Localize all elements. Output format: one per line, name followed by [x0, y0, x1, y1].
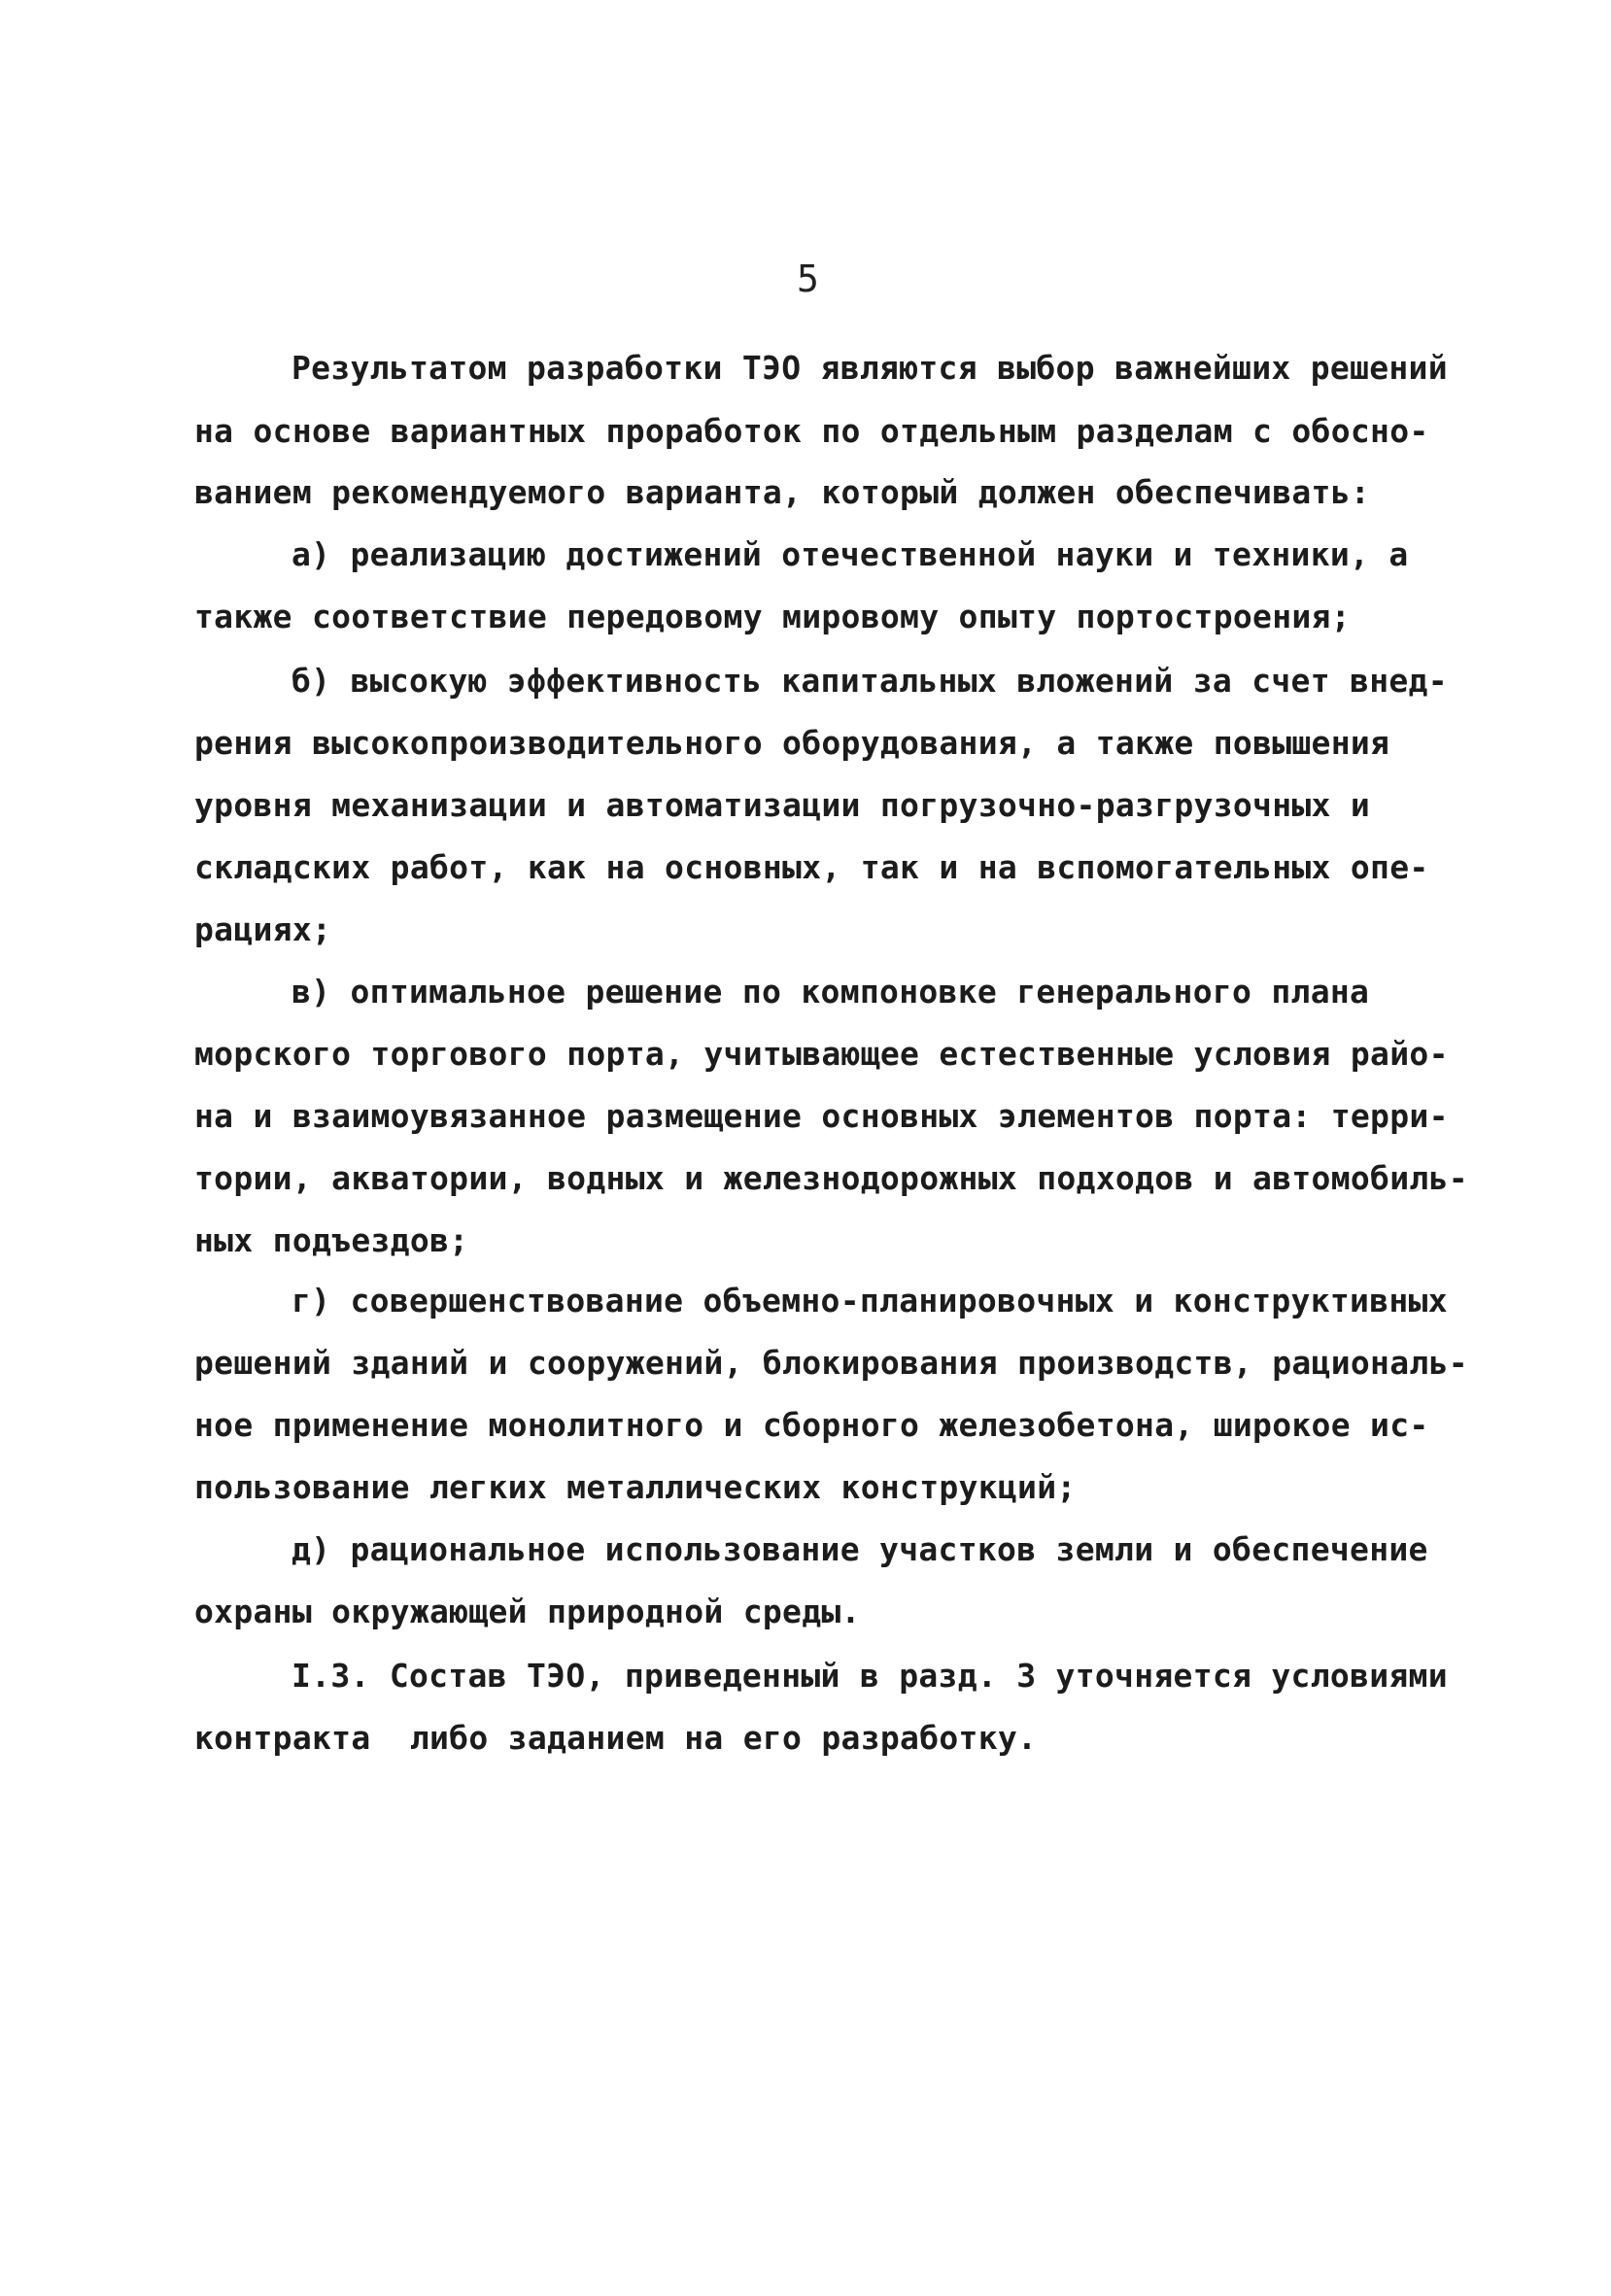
text-line: д) рациональное использование участков земли и обеспечение	[291, 1530, 1428, 1568]
text-line: I.3. Состав ТЭО, приведенный в разд. 3 уточняется условиями	[291, 1657, 1448, 1695]
text-line: контракта либо заданием на его разработку.	[194, 1719, 1038, 1757]
text-line: ных подъездов;	[194, 1221, 469, 1259]
text-line: пользование легких металлических конструкций;	[194, 1468, 1077, 1506]
text-line: морского торгового порта, учитывающее естественные условия райо-	[194, 1035, 1449, 1073]
text-line: ное применение монолитного и сборного железобетона, широкое ис-	[194, 1406, 1429, 1444]
text-line: г) совершенствование объемно-планировочных и конструктивных	[291, 1282, 1448, 1319]
text-line: складских работ, как на основных, так и на вспомогательных опе-	[194, 848, 1429, 886]
text-line: на основе вариантных проработок по отдельным разделам с обосно-	[194, 412, 1429, 450]
text-line: рациях;	[194, 910, 332, 948]
text-line: ванием рекомендуемого варианта, который должен обеспечивать:	[194, 473, 1371, 511]
text-line: а) реализацию достижений отечественной науки и техники, а	[291, 535, 1409, 573]
text-line: в) оптимальное решение по компоновке генерального плана	[291, 973, 1370, 1011]
text-line: на и взаимоувязанное размещение основных элементов порта: терри-	[194, 1097, 1449, 1135]
text-line: Результатом разработки ТЭО являются выбор важнейших решений	[291, 349, 1448, 387]
text-line: решений зданий и сооружений, блокирования производств, рациональ-	[194, 1344, 1468, 1382]
text-line: б) высокую эффективность капитальных вложений за счет внед-	[291, 662, 1448, 700]
page-number: 5	[797, 257, 819, 300]
text-line: уровня механизации и автоматизации погрузочно-разгрузочных и	[194, 786, 1371, 824]
text-line: рения высокопроизводительного оборудования, а также повышения	[194, 724, 1390, 762]
text-line: охраны окружающей природной среды.	[194, 1593, 861, 1630]
text-line: также соответствие передовому мировому опыту портостроения;	[194, 598, 1351, 635]
text-line: тории, акватории, водных и железнодорожных подходов и автомобиль-	[194, 1159, 1468, 1197]
